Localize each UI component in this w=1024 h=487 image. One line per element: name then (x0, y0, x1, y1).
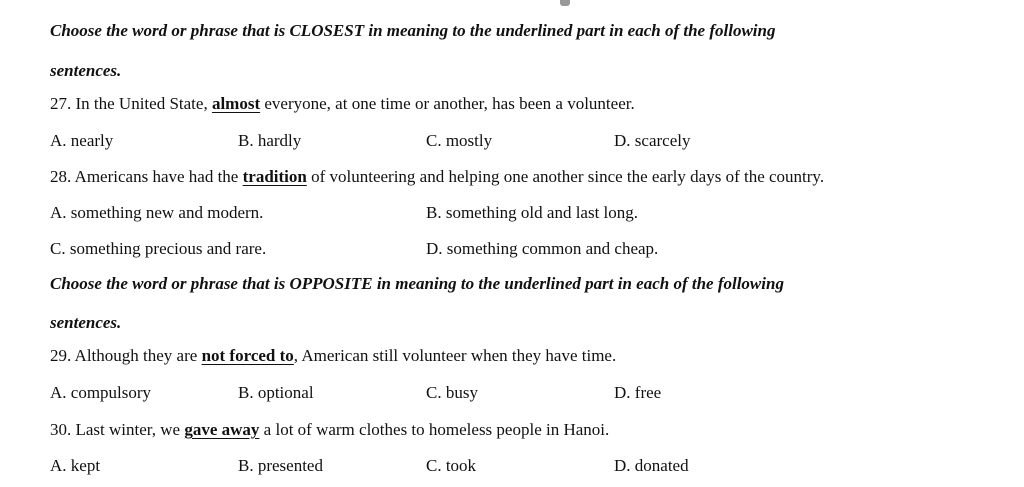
q27-option-c[interactable]: C. mostly (426, 131, 493, 150)
q29-option-d[interactable]: D. free (614, 383, 662, 402)
section1-instruction-cont: sentences. (50, 61, 122, 80)
q27-option-d[interactable]: D. scarcely (614, 131, 691, 150)
q27-option-a[interactable]: A. nearly (50, 131, 114, 150)
q29-option-b[interactable]: B. optional (238, 383, 314, 402)
q28-text-pre: 28. Americans have had the (50, 167, 243, 186)
q30-option-b[interactable]: B. presented (238, 456, 323, 475)
question-27 (50, 93, 635, 115)
section1-instruction: Choose the word or phrase that is CLOSEST in meaning to the underlined part in each of the following (50, 21, 776, 40)
q28-text-post: of volunteering and helping one another since the early days of the country. (306, 167, 825, 186)
q27-text-post: everyone, at one time or another, has been a volunteer. (260, 94, 635, 113)
q29-option-c[interactable]: C. busy (426, 383, 478, 402)
q30-option-a[interactable]: A. kept (50, 456, 101, 475)
q28-underlined: tradition (242, 167, 307, 186)
q30-underlined: gave away (184, 420, 260, 439)
q27-option-b[interactable]: B. hardly (238, 131, 302, 150)
q28-option-c[interactable]: C. something precious and rare. (50, 239, 267, 258)
q28-option-a[interactable]: A. something new and modern. (50, 203, 264, 222)
q27-text-pre: 27. In the United State, (50, 94, 212, 113)
section2-instruction: Choose the word or phrase that is OPPOSITE in meaning to the underlined part in each of the following (50, 274, 784, 293)
scroll-indicator (560, 0, 570, 6)
q29-text-pre: 29. Although they are (50, 346, 202, 365)
question-28 (50, 166, 824, 188)
q28-option-b[interactable]: B. something old and last long. (426, 203, 639, 222)
q30-option-d[interactable]: D. donated (614, 456, 689, 475)
q29-underlined: not forced to (201, 346, 294, 365)
q28-option-d[interactable]: D. something common and cheap. (426, 239, 659, 258)
q30-text-post: a lot of warm clothes to homeless people in Hanoi. (259, 420, 610, 439)
section2-instruction-cont: sentences. (50, 313, 122, 332)
q29-option-a[interactable]: A. compulsory (50, 383, 152, 402)
q29-text-post: , American still volunteer when they have time. (293, 346, 617, 365)
question-29 (50, 345, 616, 367)
question-30 (50, 419, 609, 441)
q27-underlined: almost (211, 94, 261, 113)
q30-text-pre: 30. Last winter, we (50, 420, 185, 439)
q30-option-c[interactable]: C. took (426, 456, 477, 475)
